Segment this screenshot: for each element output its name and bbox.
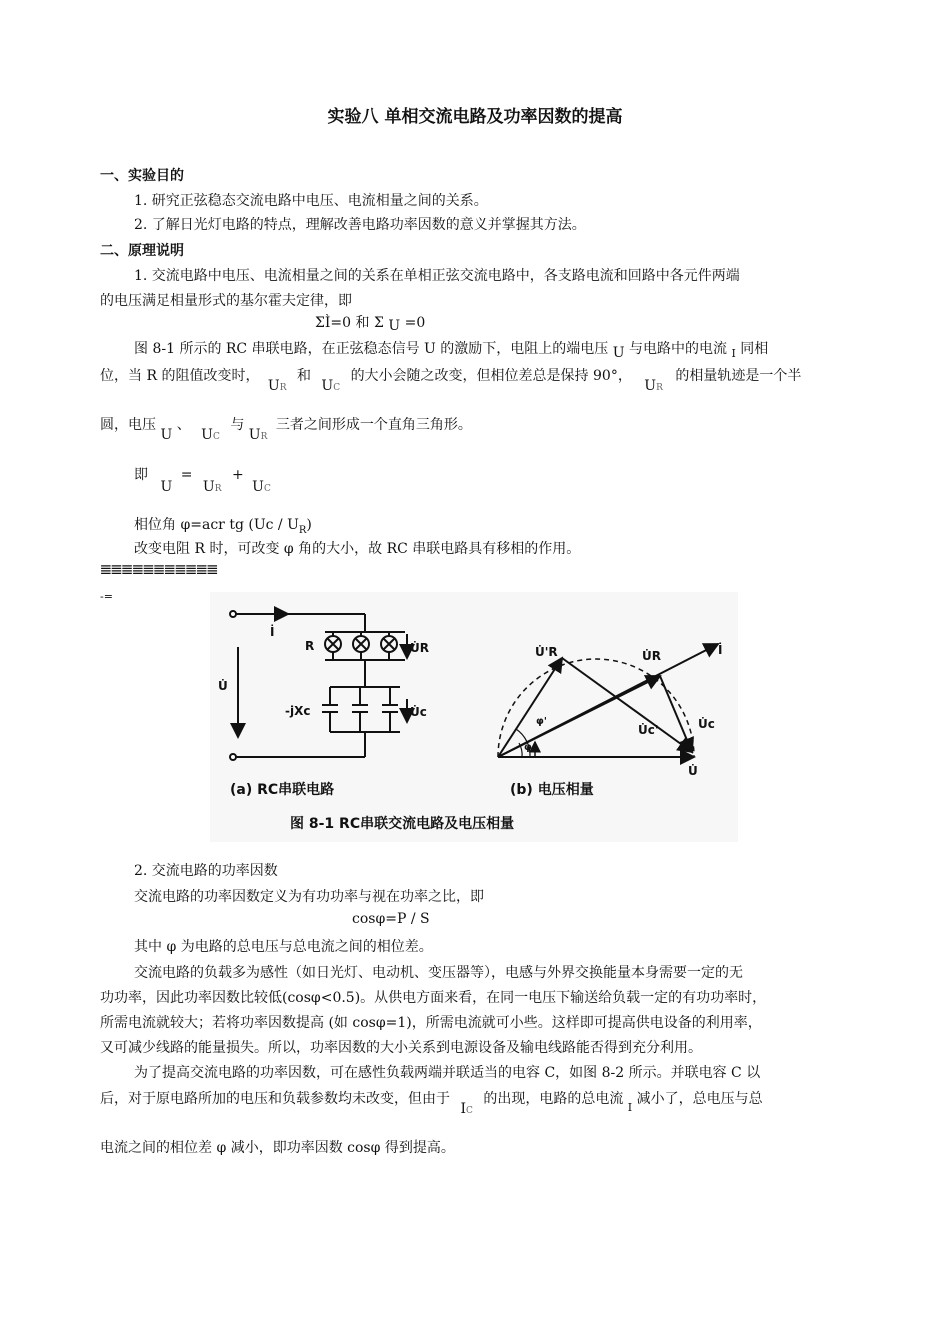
- principle-p2-line1: [134, 338, 769, 361]
- rc-circuit: [230, 611, 407, 760]
- phi-explanation: 其中 φ 为电路的总电压与总电流之间的相位差。: [134, 939, 433, 955]
- principle-p1-line2: 的电压满足相量形式的基尔霍夫定律，即: [100, 293, 352, 309]
- figure-caption: 图 8-1 RC串联交流电路及电压相量: [290, 816, 515, 832]
- kvl-symbol: U: [388, 318, 401, 334]
- total-current-symbol: I: [627, 1101, 633, 1114]
- power-factor-formula: cosφ=P / S: [352, 911, 430, 927]
- ur-symbol-2: UR: [644, 378, 663, 394]
- figure-svg: [210, 592, 738, 842]
- p2-line2-c: 的大小会随之改变，但相位差总是保持 90°，: [350, 368, 632, 384]
- uc-symbol: UC: [321, 378, 341, 394]
- principle-p2-line3: [100, 414, 472, 443]
- power-factor-definition: 交流电路的功率因数定义为有功功率与视在功率之比，即: [134, 889, 484, 905]
- power-factor-heading: 2. 交流电路的功率因数: [134, 863, 278, 879]
- i-phasor: I: [731, 347, 736, 360]
- principle-p1-line1: 1. 交流电路中电压、电流相量之间的关系在单相正弦交流电路中，各支路电流和回路中各元件两端: [134, 268, 740, 284]
- eq-uc: UC: [252, 479, 271, 495]
- p2-line2-a: 位，当 R 的阻值改变时，: [100, 368, 260, 384]
- marker: -=: [100, 590, 113, 603]
- principle-p2-line2: [100, 365, 802, 394]
- sep: 、: [176, 417, 191, 433]
- p3-line3: 所需电流就较大；若将功率因数提高 (如 cosφ=1)，所需电流就可小些。这样即可提高供电设备的利用率，: [100, 1015, 762, 1031]
- label-u-b: U̇: [688, 764, 698, 778]
- label-i: İ: [270, 625, 275, 639]
- eq-ur: UR: [202, 479, 222, 495]
- p3-line2: 功功率，因此功率因数比较低(cosφ<0.5)。从供电方面来看，在同一电压下输送给负载一定的有功功率时，: [100, 990, 767, 1006]
- label-ur-b: U̇R: [642, 649, 661, 663]
- p2-line2-d: 的相量轨迹是一个半: [675, 368, 802, 384]
- p2-text-c: 同相: [740, 341, 769, 357]
- purpose-item-1: 1. 研究正弦稳态交流电路中电压、电流相量之间的关系。: [134, 193, 488, 209]
- phasor-diagram: [498, 644, 718, 757]
- label-ur: U̇R: [410, 641, 429, 655]
- p4-line2-b: 的出现，电路的总电流: [483, 1091, 624, 1107]
- p2-line3-a: 圆，电压: [100, 417, 156, 433]
- label-upr: U̇'R: [535, 645, 558, 659]
- caption-a: (a) RC串联电路: [230, 782, 335, 798]
- p3-line4: 又可减少线路的能量损失。所以，功率因数的大小关系到电源设备及输电线路能否得到充分利用。: [100, 1040, 702, 1056]
- figure-captions: [230, 781, 594, 832]
- p4-line2-a: 后，对于原电路所加的电压和负载参数均未改变，但由于: [100, 1091, 450, 1107]
- p4-line2: [100, 1088, 763, 1117]
- label-i-b: İ: [718, 643, 723, 657]
- p4-line1: 为了提高交流电路的功率因数，可在感性负载两端并联适当的电容 C，如图 8-2 所示。并联电容 C 以: [134, 1065, 761, 1081]
- kcl-text: ΣÌ=0 和 Σ: [315, 315, 384, 331]
- section-heading-purpose: 一、实验目的: [100, 168, 184, 184]
- ur-symbol: UR: [267, 378, 287, 394]
- p2-line2-b: 和: [296, 368, 311, 384]
- ic-symbol: IC: [460, 1101, 473, 1117]
- p4-line2-c: 减小了，总电压与总: [636, 1091, 763, 1107]
- page-title: 实验八 单相交流电路及功率因数的提高: [327, 107, 623, 127]
- eq-sign: =: [180, 467, 193, 483]
- voltage-sum-equation: [134, 464, 271, 495]
- p3-line1: 交流电路的负载多为感性（如日光灯、电动机、变压器等），电感与外界交换能量本身需要一定的无: [134, 965, 743, 981]
- p2-line3-c: 三者之间形成一个直角三角形。: [275, 417, 472, 433]
- label-uc-b: U̇c: [698, 717, 715, 731]
- u-symbol: U: [160, 427, 173, 443]
- caption-b: (b) 电压相量: [510, 782, 594, 798]
- phase-shift-note: 改变电阻 R 时，可改变 φ 角的大小，故 RC 串联电路具有移相的作用。: [134, 541, 581, 557]
- p2-text-b: 与电路中的电流: [629, 341, 728, 357]
- plus-sign: +: [231, 467, 244, 483]
- p2-text-a: 图 8-1 所示的 RC 串联电路，在正弦稳态信号 U 的激励下，电阻上的端电压: [134, 341, 609, 357]
- purpose-item-2: 2. 了解日光灯电路的特点，理解改善电路功率因数的意义并掌握其方法。: [134, 217, 586, 233]
- label-u: U̇: [218, 679, 228, 693]
- label-uc: U̇c: [410, 705, 427, 719]
- label-phi: φ: [524, 742, 532, 753]
- eq-u: U: [160, 479, 173, 495]
- figure-8-1: [210, 592, 738, 842]
- phase-angle-formula: 相位角 φ=acr tg $(Uc / U_R)$: [134, 517, 312, 536]
- ur-symbol-3: UR: [248, 427, 268, 443]
- p2-line3-b: 与: [230, 417, 245, 433]
- uc-symbol-2: UC: [201, 427, 220, 443]
- kvl-end: =0: [404, 315, 426, 331]
- label-phi-prime: φ': [536, 716, 547, 727]
- decorative-glyphs: 𝌆𝌆𝌆𝌆𝌆𝌆𝌆𝌆𝌆𝌆𝌆: [100, 563, 218, 578]
- section-heading-principle: 二、原理说明: [100, 243, 184, 259]
- ji-label: 即: [134, 467, 148, 483]
- p4-line3: 电流之间的相位差 φ 减小，即功率因数 cosφ 得到提高。: [100, 1140, 455, 1156]
- u-phasor: U: [612, 345, 625, 361]
- label-jxc: -jXc: [285, 704, 311, 718]
- kirchhoff-equation: [315, 312, 425, 332]
- label-upc: U̇c': [638, 723, 659, 737]
- label-r: R: [305, 639, 315, 653]
